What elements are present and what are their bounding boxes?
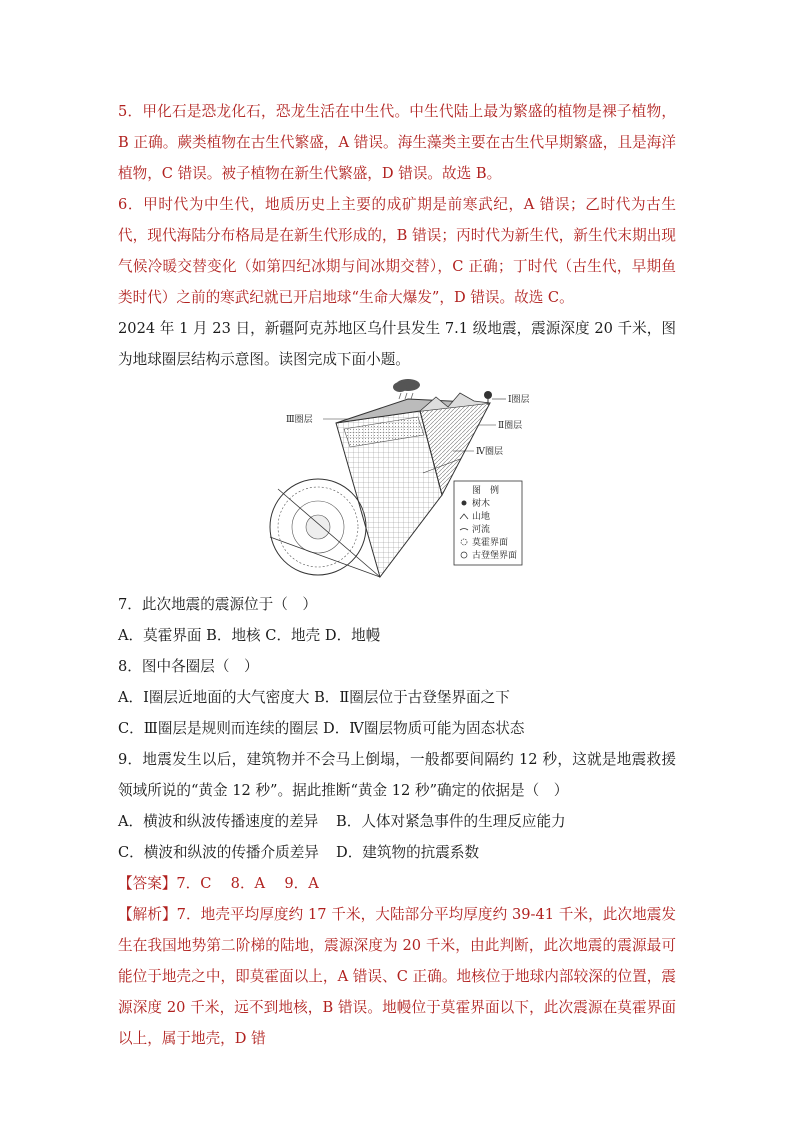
cloud-icon — [393, 379, 420, 399]
globe-section — [270, 479, 366, 575]
q9-option-b: B．人体对紧急事件的生理反应能力 — [336, 813, 566, 830]
question-7: 7．此次地震的震源位于（ ） — [118, 596, 318, 613]
question-8-options-cd: C．Ⅲ圈层是规则而连续的圈层 D．Ⅳ圈层物质可能为固态状态 — [118, 720, 525, 737]
earth-layers-diagram — [118, 377, 676, 589]
question-8-options-ab: A．Ⅰ圈层近地面的大气密度大 B．Ⅱ圈层位于古登堡界面之下 — [118, 689, 510, 706]
question-9-options-row-2 — [118, 837, 676, 868]
earth-layers-figure — [118, 377, 676, 589]
answer-label: 【答案】 — [118, 875, 177, 892]
q9-option-d: D．建筑物的抗震系数 — [336, 844, 480, 861]
q6-explanation: 6．甲时代为中生代，地质历史上主要的成矿期是前寒武纪，A 错误；乙时代为古生代，现代海陆分布格局是在新生代形成的，B 错误；丙时代为新生代，新生代末期出现气候冷暖交替变化（如第四纪冰期与间冰期交替），C 正确；丁时代（古生代，早期鱼类时代）之前的寒武纪就已开启地球“生命大爆发”，D 错误。故选 C。 — [118, 196, 676, 306]
q9-option-c: C．横波和纵波的传播介质差异 — [118, 844, 319, 861]
legend-gutenberg: 古登堡界面 — [472, 551, 518, 561]
legend-mountain: 山地 — [472, 512, 491, 522]
answer-line — [118, 868, 676, 899]
label-layer-4: Ⅳ圈层 — [476, 447, 503, 457]
label-layer-1: Ⅰ圈层 — [508, 395, 530, 405]
legend-box — [454, 481, 522, 565]
analysis-label: 【解析】 — [118, 906, 177, 923]
question-9-options-row-1 — [118, 806, 676, 837]
legend-tree-icon — [462, 501, 467, 506]
question-8: 8．图中各圈层（ ） — [118, 658, 259, 675]
document-page — [118, 96, 676, 1054]
label-layer-2: Ⅱ圈层 — [498, 421, 523, 431]
analysis-text: 7．地壳平均厚度约 17 千米，大陆部分平均厚度约 39-41 千米，此次地震发生在我国地势第二阶梯的陆地，震源深度为 20 千米，由此判断，此次地震的震源最可能位于地壳之中，即莫霍面以上，A 错误、C 正确。地核位于地球内部较深的位置，震源深度 20 千米，远不到地核，B 错误。地幔位于莫霍界面以下，此次震源在莫霍界面以上，属于地壳，D 错 — [118, 906, 676, 1047]
label-layer-3: Ⅲ圈层 — [286, 415, 313, 425]
legend-tree: 树木 — [472, 499, 491, 509]
question-intro: 2024 年 1 月 23 日，新疆阿克苏地区乌什县发生 7.1 级地震，震源深度 20 千米，图为地球圈层结构示意图。读图完成下面小题。 — [118, 320, 676, 368]
legend-moho: 莫霍界面 — [472, 538, 509, 548]
answer-text: 7．C 8．A 9．A — [176, 875, 319, 892]
legend-river: 河流 — [472, 525, 491, 535]
analysis-paragraph — [118, 899, 676, 1054]
q9-option-a: A．横波和纵波传播速度的差异 — [118, 813, 319, 830]
q5-explanation: 5．甲化石是恐龙化石，恐龙生活在中生代。中生代陆上最为繁盛的植物是裸子植物，B 正确。蕨类植物在古生代繁盛，A 错误。海生藻类主要在古生代早期繁盛，且是海洋植物，C 错误。被子植物在新生代繁盛，D 错误。故选 B。 — [118, 103, 676, 182]
question-9: 9．地震发生以后，建筑物并不会马上倒塌，一般都要间隔约 12 秒，这就是地震救援领域所说的“黄金 12 秒”。据此推断“黄金 12 秒”确定的依据是（ ） — [118, 751, 676, 799]
question-7-options: A．莫霍界面 B．地核 C．地壳 D．地幔 — [118, 627, 381, 644]
legend-title: 图 例 — [472, 486, 500, 496]
